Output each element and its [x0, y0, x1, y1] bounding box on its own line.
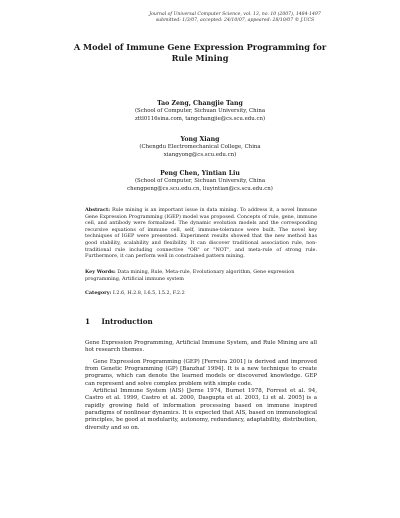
- keywords-label: Key Words:: [85, 269, 116, 275]
- category-label: Category:: [85, 290, 112, 296]
- category: [85, 290, 317, 297]
- abstract-text: Rule mining is an important issue in data mining. To address it, a novel Immune Gene Expression Programming (IGEP) model was proposed. Concepts of rule, gene, immune cell, and antibody were formalized. The dynamic evolution models and the corresponding recursive equations of immune cell, self, immune-tolerance were built. The novel key techniques of IGEP were presented. Experiment results showed that the new method has good stability, scalability and flexibility. It can discover traditional association rule, non-traditional rule including connective "OR" or "NOT", and meta-rule of strong rule. Furthermore, it can perform well in constrained pattern mining.: [85, 207, 317, 260]
- body-text: [85, 340, 317, 432]
- abstract-label: Abstract:: [85, 207, 111, 213]
- author-email: chengpeng@cs.scu.edu.cn, liuyintian@cs.scu.edu.cn): [127, 185, 273, 192]
- author-group-1: [80, 99, 320, 123]
- author-names: Tao Zeng, Changjie Tang: [157, 100, 243, 107]
- journal-citation: Journal of Universal Computer Science, vol. 13, no. 10 (2007), 1484-1497: [149, 12, 321, 17]
- body-paragraph-1: Gene Expression Programming, Artificial Immune System, and Rule Mining are all hot research themes.: [85, 340, 317, 354]
- journal-header: [100, 12, 370, 24]
- paper-title: [60, 42, 340, 64]
- section-heading: [85, 317, 317, 326]
- author-names: Yong Xiang: [180, 136, 220, 143]
- author-affiliation: (School of Computer, Sichuan University, China: [134, 178, 266, 184]
- author-email: xiangyong@cs.scu.edu.cn): [163, 151, 237, 158]
- author-group-2: [80, 135, 320, 159]
- body-paragraph-3: Artificial Immune System (AIS) [Jerne 1974, Burnet 1978, Forrest et al. 94, Castro et al. 1999, Castro et al. 2000, Dasgupta et al. 2003, Li et al. 2005] is a rapidly growing field of information processing based on immune inspired paradigms of nonlinear dynamics. It is expected that AIS, based on immunological principles, be good at modularity, autonomy, redundancy, adaptability, distribution, diversity and so on.: [85, 388, 317, 431]
- author-group-3: [80, 169, 320, 193]
- keywords-text: Data mining, Rule, Meta-rule, Evolutionary algorithm, Gene expression programming, Artificial immune system: [85, 269, 295, 282]
- author-affiliation: (Chengdu Electromechanical College, China: [139, 144, 261, 150]
- author-email: zttl0116sina.com, tangchangjie@cs.scu.edu.cn): [134, 115, 266, 122]
- keywords: [85, 269, 317, 282]
- author-affiliation: (School of Computer, Sichuan University, China: [134, 108, 266, 114]
- abstract: [85, 207, 317, 260]
- submission-dates: submitted: 1/3/07, accepted: 24/10/07, appeared: 28/10/07 © J.UCS: [155, 17, 315, 23]
- body-paragraph-2: Gene Expression Programming (GEP) [Ferreira 2001] is derived and improved from Genetic Programming (GP) [Banzhaf 1994]. It is a new technique to create programs, which can denote the learned models or discovered knowledge. GEP can represent and solve complex problem with simple code.: [85, 358, 317, 387]
- category-text: I.2.6, H.2.8, I.6.5, I.5.2, F.2.2: [112, 290, 185, 296]
- title-line-2: Rule Mining: [171, 53, 229, 63]
- section-title: Introduction: [101, 317, 153, 326]
- title-line-1: A Model of Immune Gene Expression Programming for: [73, 42, 327, 52]
- author-names: Peng Chen, Yintian Liu: [160, 170, 240, 177]
- section-number: 1: [85, 317, 91, 326]
